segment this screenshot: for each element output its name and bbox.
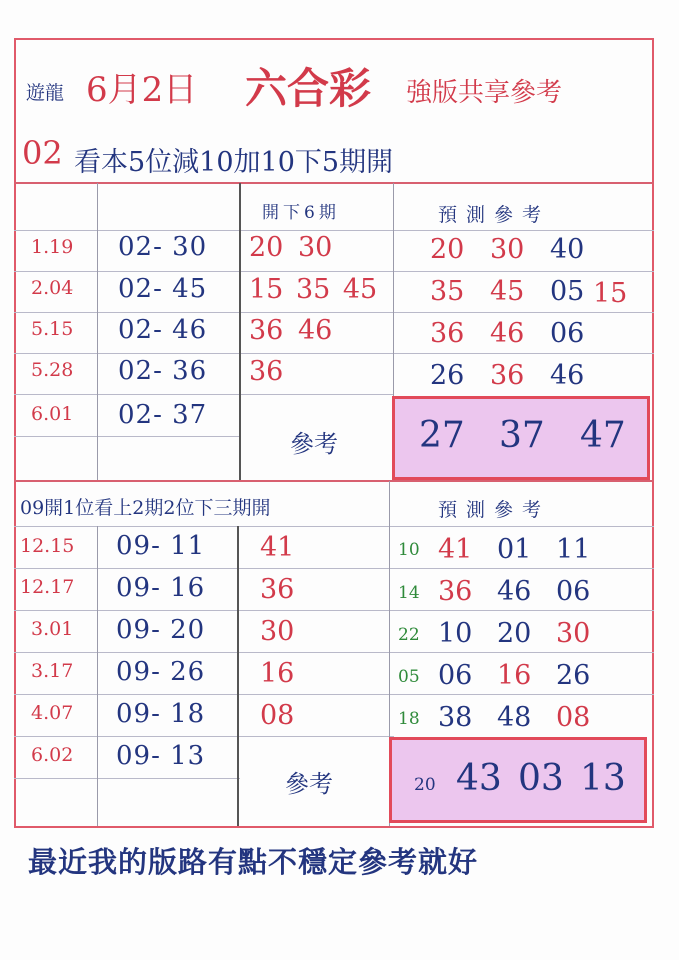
row-next-draws: 36 [260, 574, 295, 605]
pred-number: 16 [497, 660, 532, 691]
header-subtitle: 強版共享參考 [406, 78, 563, 108]
pred-number: 46 [497, 576, 532, 607]
pred-number: 46 [550, 360, 585, 391]
row-code: 02- 45 [118, 274, 208, 304]
pred-number: 30 [490, 234, 525, 265]
row-next-draws: 36 [249, 356, 284, 387]
divider [14, 271, 654, 272]
reference-key: 20 [414, 775, 436, 795]
header-prefix: 遊龍 [26, 82, 65, 104]
row-next-draws: 30 [260, 616, 295, 647]
pred-number: 35 [430, 276, 465, 307]
pred-number: 08 [556, 702, 591, 733]
column-header-next-6: 開下6期 [262, 203, 340, 223]
divider [14, 652, 654, 653]
rule-text-2: 09開1位看上2期2位下三期開 [20, 497, 271, 519]
pred-key: 22 [398, 625, 420, 645]
pred-number: 36 [490, 360, 525, 391]
reference-number: 13 [580, 758, 626, 799]
rule-text: 看本5位減10加10下5期開 [74, 147, 394, 178]
pred-key: 14 [398, 583, 420, 603]
rule-number: 02 [22, 134, 63, 172]
pred-key: 18 [398, 709, 420, 729]
divider [14, 778, 240, 779]
row-date: 6.02 [31, 744, 74, 766]
row-date: 1.19 [31, 236, 74, 258]
pred-number: 38 [438, 702, 473, 733]
divider [14, 394, 394, 395]
row-next-draws: 16 [260, 658, 295, 689]
row-code: 02- 37 [118, 400, 208, 430]
divider [14, 480, 654, 482]
pred-number: 36 [438, 576, 473, 607]
pred-number: 45 [490, 276, 525, 307]
pred-number: 20 [430, 234, 465, 265]
pred-number: 11 [556, 534, 591, 565]
row-next-draws: 15 35 45 [249, 274, 378, 305]
divider [97, 183, 98, 480]
footer-note: 最近我的版路有點不穩定參考就好 [28, 845, 479, 879]
pred-number: 36 [430, 318, 465, 349]
column-header-predict: 預測參考 [438, 499, 551, 521]
row-next-draws: 20 30 [249, 232, 333, 263]
reference-number: 03 [518, 758, 564, 799]
pred-number: 05 [550, 276, 585, 307]
row-date: 5.28 [31, 359, 74, 381]
pred-number: 26 [556, 660, 591, 691]
row-code: 09- 18 [116, 699, 206, 729]
row-date: 4.07 [31, 702, 74, 724]
divider [14, 353, 654, 354]
row-code: 02- 36 [118, 356, 208, 386]
header-title: 六合彩 [245, 64, 372, 113]
row-date: 12.15 [20, 535, 75, 557]
divider [239, 183, 241, 480]
divider [237, 526, 239, 826]
pred-number: 40 [550, 234, 585, 265]
divider [14, 526, 654, 527]
reference-label: 參考 [290, 430, 338, 458]
row-code: 02- 30 [118, 232, 208, 262]
divider [97, 526, 98, 826]
pred-number: 10 [438, 618, 473, 649]
row-date: 5.15 [31, 318, 74, 340]
divider [14, 694, 654, 695]
reference-number: 47 [580, 415, 626, 456]
row-code: 09- 13 [116, 741, 206, 771]
reference-number: 37 [499, 415, 545, 456]
row-code: 09- 16 [116, 573, 206, 603]
reference-number: 27 [419, 415, 465, 456]
divider [14, 230, 654, 231]
row-date: 6.01 [31, 403, 74, 425]
pred-number: 41 [438, 534, 473, 565]
divider [14, 736, 394, 737]
pred-key: 10 [398, 540, 420, 560]
header-date: 6月2日 [86, 70, 198, 110]
pred-number: 20 [497, 618, 532, 649]
row-next-draws: 08 [260, 700, 295, 731]
pred-number: 06 [438, 660, 473, 691]
pred-number: 06 [550, 318, 585, 349]
row-date: 3.17 [31, 660, 74, 682]
divider [14, 182, 654, 184]
row-code: 09- 20 [116, 615, 206, 645]
pred-number: 26 [430, 360, 465, 391]
pred-number: 30 [556, 618, 591, 649]
divider [14, 312, 654, 313]
row-code: 02- 46 [118, 315, 208, 345]
divider [14, 610, 654, 611]
row-date: 2.04 [31, 277, 74, 299]
pred-key: 05 [398, 667, 420, 687]
pred-number: 15 [593, 278, 628, 309]
column-header-predict: 預測參考 [438, 204, 551, 226]
row-date: 12.17 [20, 576, 75, 598]
row-next-draws: 36 46 [249, 315, 333, 346]
pred-number: 06 [556, 576, 591, 607]
pred-number: 48 [497, 702, 532, 733]
pred-number: 01 [497, 534, 532, 565]
divider [14, 436, 240, 437]
reference-number: 43 [456, 758, 502, 799]
row-code: 09- 26 [116, 657, 206, 687]
pred-number: 46 [490, 318, 525, 349]
divider [14, 568, 654, 569]
row-date: 3.01 [31, 618, 74, 640]
row-code: 09- 11 [116, 531, 206, 561]
row-next-draws: 41 [260, 532, 295, 563]
reference-label: 參考 [285, 770, 333, 798]
